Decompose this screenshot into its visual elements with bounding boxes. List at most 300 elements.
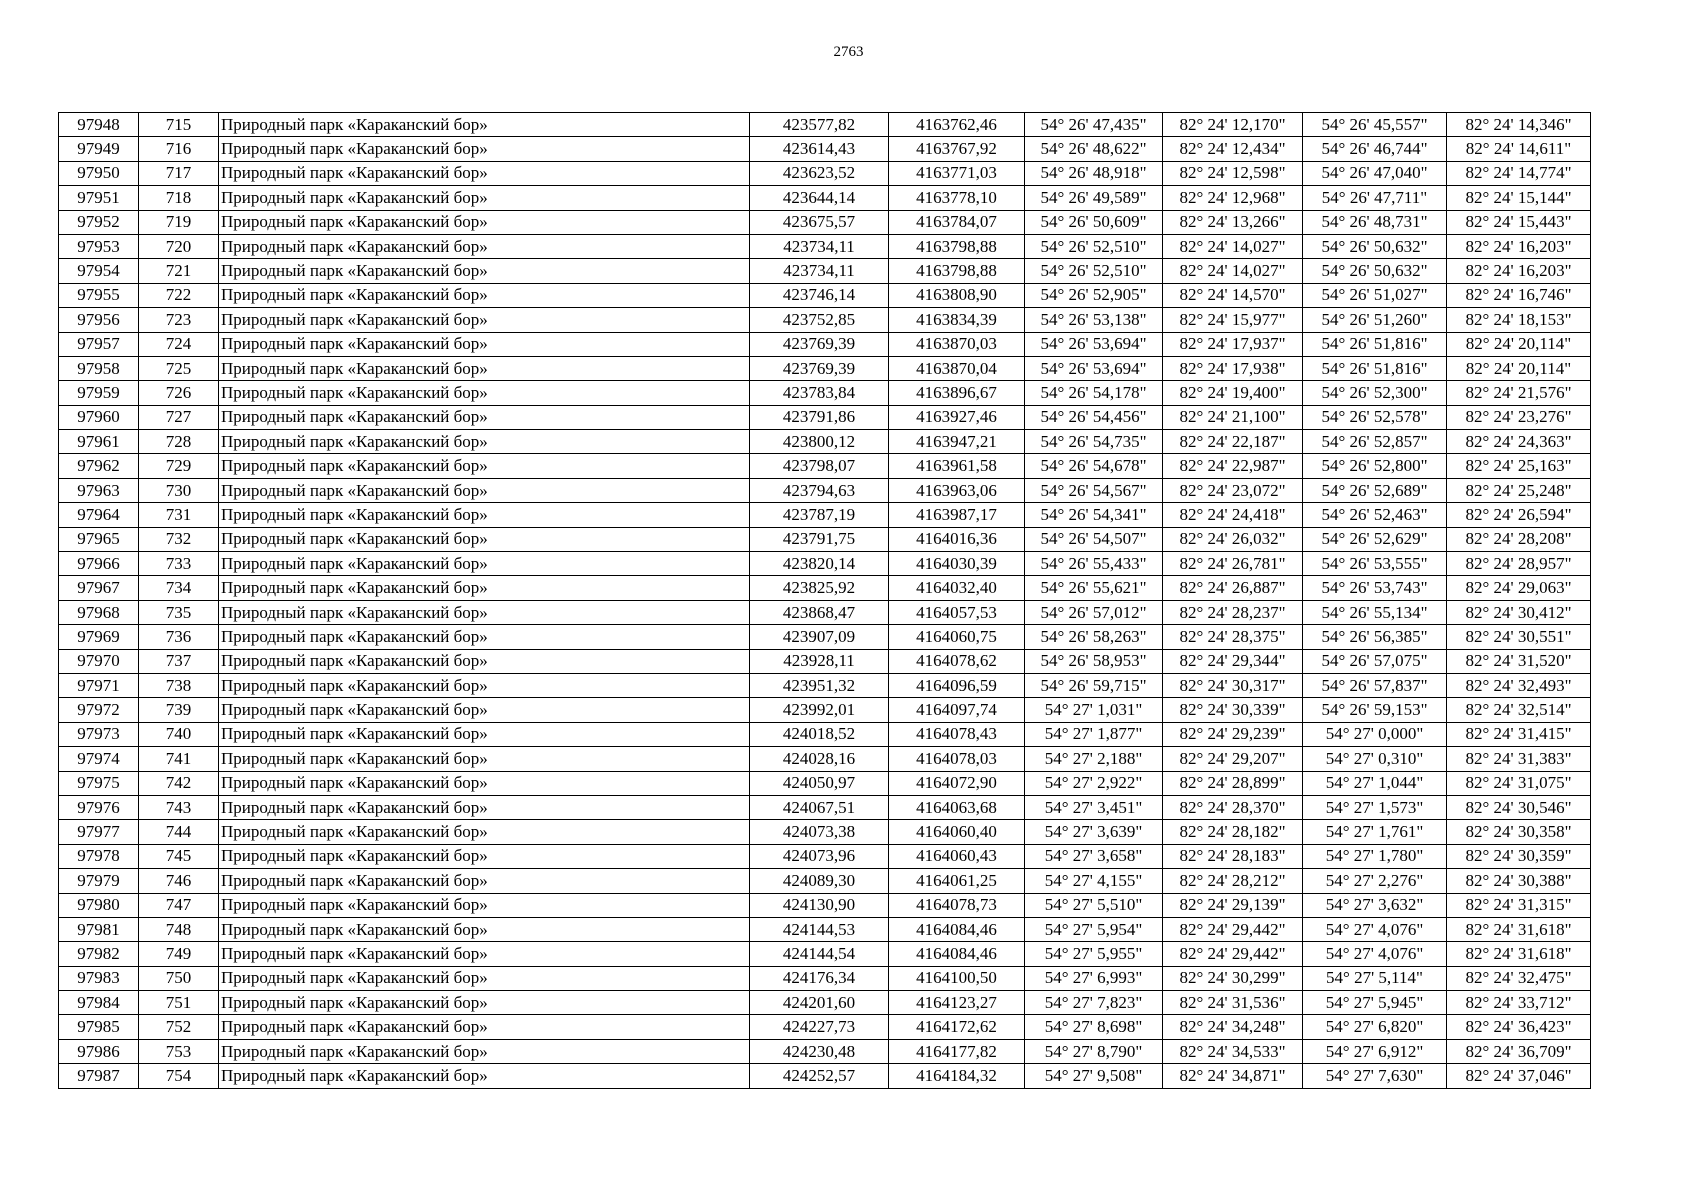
point-number: 717	[139, 161, 219, 185]
coord-y: 4164078,62	[889, 649, 1025, 673]
territory-name: Природный парк «Караканский бор»	[219, 381, 750, 405]
coord-y: 4163870,04	[889, 356, 1025, 380]
lat-1: 54° 26' 57,012"	[1025, 600, 1163, 624]
coord-x: 424201,60	[750, 991, 889, 1015]
territory-name: Природный парк «Караканский бор»	[219, 771, 750, 795]
territory-name: Природный парк «Караканский бор»	[219, 1015, 750, 1039]
coord-y: 4163798,88	[889, 234, 1025, 258]
coord-y: 4164060,43	[889, 844, 1025, 868]
coord-y: 4163798,88	[889, 259, 1025, 283]
lon-2: 82° 24' 32,475"	[1447, 966, 1591, 990]
coord-x: 424176,34	[750, 966, 889, 990]
territory-name: Природный парк «Караканский бор»	[219, 478, 750, 502]
table-row	[59, 795, 1591, 819]
lon-1: 82° 24' 28,237"	[1163, 600, 1303, 624]
lon-1: 82° 24' 30,317"	[1163, 673, 1303, 697]
record-id: 97960	[59, 405, 139, 429]
territory-name: Природный парк «Караканский бор»	[219, 552, 750, 576]
record-id: 97956	[59, 308, 139, 332]
coord-x: 424067,51	[750, 795, 889, 819]
point-number: 720	[139, 234, 219, 258]
coord-x: 423752,85	[750, 308, 889, 332]
table-row	[59, 771, 1591, 795]
lat-1: 54° 27' 3,639"	[1025, 820, 1163, 844]
lat-2: 54° 26' 55,134"	[1303, 600, 1447, 624]
lat-1: 54° 26' 54,507"	[1025, 527, 1163, 551]
territory-name: Природный парк «Караканский бор»	[219, 405, 750, 429]
lat-1: 54° 26' 48,622"	[1025, 137, 1163, 161]
coord-y: 4164016,36	[889, 527, 1025, 551]
territory-name: Природный парк «Караканский бор»	[219, 966, 750, 990]
lat-2: 54° 26' 52,857"	[1303, 430, 1447, 454]
point-number: 719	[139, 210, 219, 234]
lat-1: 54° 26' 59,715"	[1025, 673, 1163, 697]
lon-1: 82° 24' 13,266"	[1163, 210, 1303, 234]
lon-1: 82° 24' 28,182"	[1163, 820, 1303, 844]
table-row	[59, 1064, 1591, 1088]
lat-2: 54° 26' 51,816"	[1303, 356, 1447, 380]
lon-1: 82° 24' 21,100"	[1163, 405, 1303, 429]
table-row	[59, 210, 1591, 234]
table-row	[59, 942, 1591, 966]
point-number: 724	[139, 332, 219, 356]
record-id: 97962	[59, 454, 139, 478]
lon-2: 82° 24' 14,346"	[1447, 113, 1591, 137]
lon-1: 82° 24' 29,139"	[1163, 893, 1303, 917]
coord-y: 4164057,53	[889, 600, 1025, 624]
coord-y: 4164100,50	[889, 966, 1025, 990]
coord-x: 424252,57	[750, 1064, 889, 1088]
record-id: 97987	[59, 1064, 139, 1088]
lon-2: 82° 24' 31,520"	[1447, 649, 1591, 673]
lon-2: 82° 24' 23,276"	[1447, 405, 1591, 429]
table-body	[59, 113, 1591, 1089]
lon-1: 82° 24' 29,442"	[1163, 917, 1303, 941]
coord-y: 4163870,03	[889, 332, 1025, 356]
table-row	[59, 698, 1591, 722]
lon-2: 82° 24' 30,358"	[1447, 820, 1591, 844]
coord-y: 4164184,32	[889, 1064, 1025, 1088]
point-number: 738	[139, 673, 219, 697]
point-number: 747	[139, 893, 219, 917]
lon-2: 82° 24' 21,576"	[1447, 381, 1591, 405]
lat-1: 54° 27' 7,823"	[1025, 991, 1163, 1015]
table-row	[59, 503, 1591, 527]
territory-name: Природный парк «Караканский бор»	[219, 991, 750, 1015]
coord-y: 4163784,07	[889, 210, 1025, 234]
lon-1: 82° 24' 14,027"	[1163, 234, 1303, 258]
point-number: 739	[139, 698, 219, 722]
territory-name: Природный парк «Караканский бор»	[219, 869, 750, 893]
lon-1: 82° 24' 12,968"	[1163, 186, 1303, 210]
lon-2: 82° 24' 32,514"	[1447, 698, 1591, 722]
lon-1: 82° 24' 28,375"	[1163, 625, 1303, 649]
territory-name: Природный парк «Караканский бор»	[219, 1039, 750, 1063]
table-row	[59, 259, 1591, 283]
lat-2: 54° 26' 51,260"	[1303, 308, 1447, 332]
point-number: 751	[139, 991, 219, 1015]
lon-1: 82° 24' 30,339"	[1163, 698, 1303, 722]
lon-1: 82° 24' 22,187"	[1163, 430, 1303, 454]
coord-x: 423623,52	[750, 161, 889, 185]
coord-x: 423783,84	[750, 381, 889, 405]
coord-y: 4164177,82	[889, 1039, 1025, 1063]
lon-1: 82° 24' 19,400"	[1163, 381, 1303, 405]
table-row	[59, 405, 1591, 429]
lon-1: 82° 24' 34,533"	[1163, 1039, 1303, 1063]
territory-name: Природный парк «Караканский бор»	[219, 210, 750, 234]
lon-1: 82° 24' 34,871"	[1163, 1064, 1303, 1088]
coord-x: 424230,48	[750, 1039, 889, 1063]
table-row	[59, 673, 1591, 697]
territory-name: Природный парк «Караканский бор»	[219, 308, 750, 332]
lat-2: 54° 26' 48,731"	[1303, 210, 1447, 234]
territory-name: Природный парк «Караканский бор»	[219, 698, 750, 722]
coord-y: 4163987,17	[889, 503, 1025, 527]
lon-2: 82° 24' 16,746"	[1447, 283, 1591, 307]
lon-2: 82° 24' 37,046"	[1447, 1064, 1591, 1088]
lon-2: 82° 24' 29,063"	[1447, 576, 1591, 600]
lon-2: 82° 24' 30,388"	[1447, 869, 1591, 893]
coord-x: 423868,47	[750, 600, 889, 624]
lon-2: 82° 24' 32,493"	[1447, 673, 1591, 697]
lat-1: 54° 27' 5,954"	[1025, 917, 1163, 941]
table-row	[59, 430, 1591, 454]
table-row	[59, 234, 1591, 258]
coord-x: 423675,57	[750, 210, 889, 234]
point-number: 745	[139, 844, 219, 868]
coord-x: 423992,01	[750, 698, 889, 722]
table-row	[59, 893, 1591, 917]
lat-1: 54° 27' 8,790"	[1025, 1039, 1163, 1063]
table-row	[59, 820, 1591, 844]
lon-2: 82° 24' 31,618"	[1447, 917, 1591, 941]
territory-name: Природный парк «Караканский бор»	[219, 259, 750, 283]
record-id: 97969	[59, 625, 139, 649]
table-row	[59, 576, 1591, 600]
coord-x: 423791,86	[750, 405, 889, 429]
lon-2: 82° 24' 14,774"	[1447, 161, 1591, 185]
lat-1: 54° 26' 54,178"	[1025, 381, 1163, 405]
point-number: 729	[139, 454, 219, 478]
coord-y: 4163771,03	[889, 161, 1025, 185]
table-row	[59, 991, 1591, 1015]
territory-name: Природный парк «Караканский бор»	[219, 113, 750, 137]
coord-y: 4163762,46	[889, 113, 1025, 137]
record-id: 97951	[59, 186, 139, 210]
lon-1: 82° 24' 24,418"	[1163, 503, 1303, 527]
table-row	[59, 1039, 1591, 1063]
territory-name: Природный парк «Караканский бор»	[219, 722, 750, 746]
point-number: 730	[139, 478, 219, 502]
lat-1: 54° 26' 52,510"	[1025, 234, 1163, 258]
point-number: 743	[139, 795, 219, 819]
lat-1: 54° 27' 2,188"	[1025, 747, 1163, 771]
coord-y: 4164097,74	[889, 698, 1025, 722]
coord-x: 423787,19	[750, 503, 889, 527]
table-row	[59, 625, 1591, 649]
point-number: 718	[139, 186, 219, 210]
lat-2: 54° 26' 47,040"	[1303, 161, 1447, 185]
lon-1: 82° 24' 26,781"	[1163, 552, 1303, 576]
table-row	[59, 527, 1591, 551]
lon-1: 82° 24' 17,937"	[1163, 332, 1303, 356]
lat-1: 54° 27' 5,510"	[1025, 893, 1163, 917]
lat-1: 54° 27' 9,508"	[1025, 1064, 1163, 1088]
table-row	[59, 161, 1591, 185]
table-row	[59, 552, 1591, 576]
coord-y: 4163808,90	[889, 283, 1025, 307]
point-number: 725	[139, 356, 219, 380]
point-number: 726	[139, 381, 219, 405]
table-row	[59, 186, 1591, 210]
territory-name: Природный парк «Караканский бор»	[219, 1064, 750, 1088]
lat-1: 54° 27' 3,658"	[1025, 844, 1163, 868]
lat-2: 54° 26' 52,578"	[1303, 405, 1447, 429]
coord-x: 424028,16	[750, 747, 889, 771]
lon-2: 82° 24' 24,363"	[1447, 430, 1591, 454]
table-row	[59, 308, 1591, 332]
lat-1: 54° 27' 5,955"	[1025, 942, 1163, 966]
lat-1: 54° 27' 3,451"	[1025, 795, 1163, 819]
coord-x: 424144,54	[750, 942, 889, 966]
coord-x: 424050,97	[750, 771, 889, 795]
coordinates-table	[58, 112, 1591, 1089]
point-number: 740	[139, 722, 219, 746]
coord-y: 4163834,39	[889, 308, 1025, 332]
lat-1: 54° 26' 54,678"	[1025, 454, 1163, 478]
coord-x: 424130,90	[750, 893, 889, 917]
lon-2: 82° 24' 33,712"	[1447, 991, 1591, 1015]
territory-name: Природный парк «Караканский бор»	[219, 356, 750, 380]
lat-1: 54° 26' 53,694"	[1025, 332, 1163, 356]
lat-1: 54° 26' 53,694"	[1025, 356, 1163, 380]
lat-2: 54° 26' 50,632"	[1303, 259, 1447, 283]
lat-2: 54° 26' 47,711"	[1303, 186, 1447, 210]
territory-name: Природный парк «Караканский бор»	[219, 430, 750, 454]
coord-y: 4164078,73	[889, 893, 1025, 917]
lon-2: 82° 24' 16,203"	[1447, 259, 1591, 283]
lon-2: 82° 24' 26,594"	[1447, 503, 1591, 527]
coord-x: 423734,11	[750, 259, 889, 283]
coord-x: 423820,14	[750, 552, 889, 576]
lat-2: 54° 27' 1,761"	[1303, 820, 1447, 844]
coord-y: 4164084,46	[889, 942, 1025, 966]
record-id: 97985	[59, 1015, 139, 1039]
lat-1: 54° 26' 58,953"	[1025, 649, 1163, 673]
coord-x: 424227,73	[750, 1015, 889, 1039]
table-row	[59, 381, 1591, 405]
coord-y: 4164063,68	[889, 795, 1025, 819]
lon-2: 82° 24' 28,208"	[1447, 527, 1591, 551]
point-number: 731	[139, 503, 219, 527]
coord-x: 424089,30	[750, 869, 889, 893]
record-id: 97976	[59, 795, 139, 819]
lon-1: 82° 24' 29,442"	[1163, 942, 1303, 966]
lat-1: 54° 26' 52,905"	[1025, 283, 1163, 307]
coord-x: 423734,11	[750, 234, 889, 258]
coord-y: 4163778,10	[889, 186, 1025, 210]
table-row	[59, 454, 1591, 478]
record-id: 97983	[59, 966, 139, 990]
record-id: 97974	[59, 747, 139, 771]
coord-y: 4163896,67	[889, 381, 1025, 405]
point-number: 746	[139, 869, 219, 893]
record-id: 97965	[59, 527, 139, 551]
point-number: 734	[139, 576, 219, 600]
record-id: 97981	[59, 917, 139, 941]
point-number: 732	[139, 527, 219, 551]
lat-2: 54° 26' 53,555"	[1303, 552, 1447, 576]
lon-2: 82° 24' 18,153"	[1447, 308, 1591, 332]
lon-1: 82° 24' 26,887"	[1163, 576, 1303, 600]
record-id: 97958	[59, 356, 139, 380]
page-number: 2763	[833, 44, 864, 60]
coord-y: 4164072,90	[889, 771, 1025, 795]
lon-1: 82° 24' 29,239"	[1163, 722, 1303, 746]
lat-2: 54° 26' 52,689"	[1303, 478, 1447, 502]
record-id: 97967	[59, 576, 139, 600]
lon-1: 82° 24' 29,344"	[1163, 649, 1303, 673]
lat-2: 54° 26' 57,837"	[1303, 673, 1447, 697]
table-row	[59, 869, 1591, 893]
lon-2: 82° 24' 20,114"	[1447, 356, 1591, 380]
coord-x: 423577,82	[750, 113, 889, 137]
lon-1: 82° 24' 17,938"	[1163, 356, 1303, 380]
territory-name: Природный парк «Караканский бор»	[219, 747, 750, 771]
coord-x: 423746,14	[750, 283, 889, 307]
territory-name: Природный парк «Караканский бор»	[219, 893, 750, 917]
lat-1: 54° 27' 2,922"	[1025, 771, 1163, 795]
table-row	[59, 356, 1591, 380]
coord-y: 4164032,40	[889, 576, 1025, 600]
record-id: 97970	[59, 649, 139, 673]
lat-1: 54° 26' 55,433"	[1025, 552, 1163, 576]
lat-2: 54° 26' 56,385"	[1303, 625, 1447, 649]
lon-1: 82° 24' 12,170"	[1163, 113, 1303, 137]
record-id: 97977	[59, 820, 139, 844]
lon-2: 82° 24' 15,144"	[1447, 186, 1591, 210]
lat-2: 54° 27' 0,000"	[1303, 722, 1447, 746]
coord-x: 423800,12	[750, 430, 889, 454]
lat-1: 54° 26' 54,456"	[1025, 405, 1163, 429]
point-number: 733	[139, 552, 219, 576]
coord-y: 4164078,43	[889, 722, 1025, 746]
lat-2: 54° 26' 52,300"	[1303, 381, 1447, 405]
lon-2: 82° 24' 15,443"	[1447, 210, 1591, 234]
lat-2: 54° 26' 50,632"	[1303, 234, 1447, 258]
lon-2: 82° 24' 36,423"	[1447, 1015, 1591, 1039]
coord-x: 423769,39	[750, 356, 889, 380]
coord-x: 424144,53	[750, 917, 889, 941]
lat-2: 54° 27' 3,632"	[1303, 893, 1447, 917]
territory-name: Природный парк «Караканский бор»	[219, 917, 750, 941]
table-row	[59, 722, 1591, 746]
lat-2: 54° 27' 6,820"	[1303, 1015, 1447, 1039]
lon-2: 82° 24' 20,114"	[1447, 332, 1591, 356]
territory-name: Природный парк «Караканский бор»	[219, 795, 750, 819]
record-id: 97959	[59, 381, 139, 405]
lat-2: 54° 26' 45,557"	[1303, 113, 1447, 137]
point-number: 742	[139, 771, 219, 795]
lat-2: 54° 26' 51,816"	[1303, 332, 1447, 356]
territory-name: Природный парк «Караканский бор»	[219, 820, 750, 844]
territory-name: Природный парк «Караканский бор»	[219, 186, 750, 210]
coord-x: 424073,96	[750, 844, 889, 868]
record-id: 97948	[59, 113, 139, 137]
lat-1: 54° 27' 4,155"	[1025, 869, 1163, 893]
lat-2: 54° 26' 53,743"	[1303, 576, 1447, 600]
lon-1: 82° 24' 12,598"	[1163, 161, 1303, 185]
record-id: 97953	[59, 234, 139, 258]
table-row	[59, 478, 1591, 502]
lat-2: 54° 26' 57,075"	[1303, 649, 1447, 673]
lon-2: 82° 24' 31,618"	[1447, 942, 1591, 966]
territory-name: Природный парк «Караканский бор»	[219, 844, 750, 868]
table-row	[59, 649, 1591, 673]
record-id: 97961	[59, 430, 139, 454]
lat-1: 54° 26' 48,918"	[1025, 161, 1163, 185]
coord-y: 4164123,27	[889, 991, 1025, 1015]
coord-y: 4164084,46	[889, 917, 1025, 941]
lat-2: 54° 27' 4,076"	[1303, 942, 1447, 966]
lon-2: 82° 24' 30,359"	[1447, 844, 1591, 868]
record-id: 97957	[59, 332, 139, 356]
lat-1: 54° 27' 6,993"	[1025, 966, 1163, 990]
coord-x: 423644,14	[750, 186, 889, 210]
table-row	[59, 600, 1591, 624]
coord-y: 4164060,75	[889, 625, 1025, 649]
lon-2: 82° 24' 16,203"	[1447, 234, 1591, 258]
lon-1: 82° 24' 14,570"	[1163, 283, 1303, 307]
lon-1: 82° 24' 26,032"	[1163, 527, 1303, 551]
record-id: 97972	[59, 698, 139, 722]
lon-2: 82° 24' 31,383"	[1447, 747, 1591, 771]
lat-1: 54° 26' 54,341"	[1025, 503, 1163, 527]
lat-2: 54° 27' 1,044"	[1303, 771, 1447, 795]
record-id: 97982	[59, 942, 139, 966]
lon-2: 82° 24' 31,315"	[1447, 893, 1591, 917]
lon-1: 82° 24' 31,536"	[1163, 991, 1303, 1015]
coord-x: 423951,32	[750, 673, 889, 697]
lat-1: 54° 26' 55,621"	[1025, 576, 1163, 600]
point-number: 727	[139, 405, 219, 429]
lat-2: 54° 26' 52,463"	[1303, 503, 1447, 527]
coord-x: 423791,75	[750, 527, 889, 551]
lat-2: 54° 27' 1,780"	[1303, 844, 1447, 868]
lat-2: 54° 26' 46,744"	[1303, 137, 1447, 161]
lat-2: 54° 27' 0,310"	[1303, 747, 1447, 771]
record-id: 97980	[59, 893, 139, 917]
record-id: 97968	[59, 600, 139, 624]
territory-name: Природный парк «Караканский бор»	[219, 527, 750, 551]
lat-1: 54° 26' 47,435"	[1025, 113, 1163, 137]
lon-1: 82° 24' 12,434"	[1163, 137, 1303, 161]
table-row	[59, 137, 1591, 161]
point-number: 736	[139, 625, 219, 649]
territory-name: Природный парк «Караканский бор»	[219, 454, 750, 478]
coord-x: 424073,38	[750, 820, 889, 844]
record-id: 97952	[59, 210, 139, 234]
lat-1: 54° 26' 58,263"	[1025, 625, 1163, 649]
territory-name: Природный парк «Караканский бор»	[219, 673, 750, 697]
lat-1: 54° 26' 54,735"	[1025, 430, 1163, 454]
lon-1: 82° 24' 28,212"	[1163, 869, 1303, 893]
point-number: 722	[139, 283, 219, 307]
lon-1: 82° 24' 29,207"	[1163, 747, 1303, 771]
territory-name: Природный парк «Караканский бор»	[219, 649, 750, 673]
lon-1: 82° 24' 28,899"	[1163, 771, 1303, 795]
